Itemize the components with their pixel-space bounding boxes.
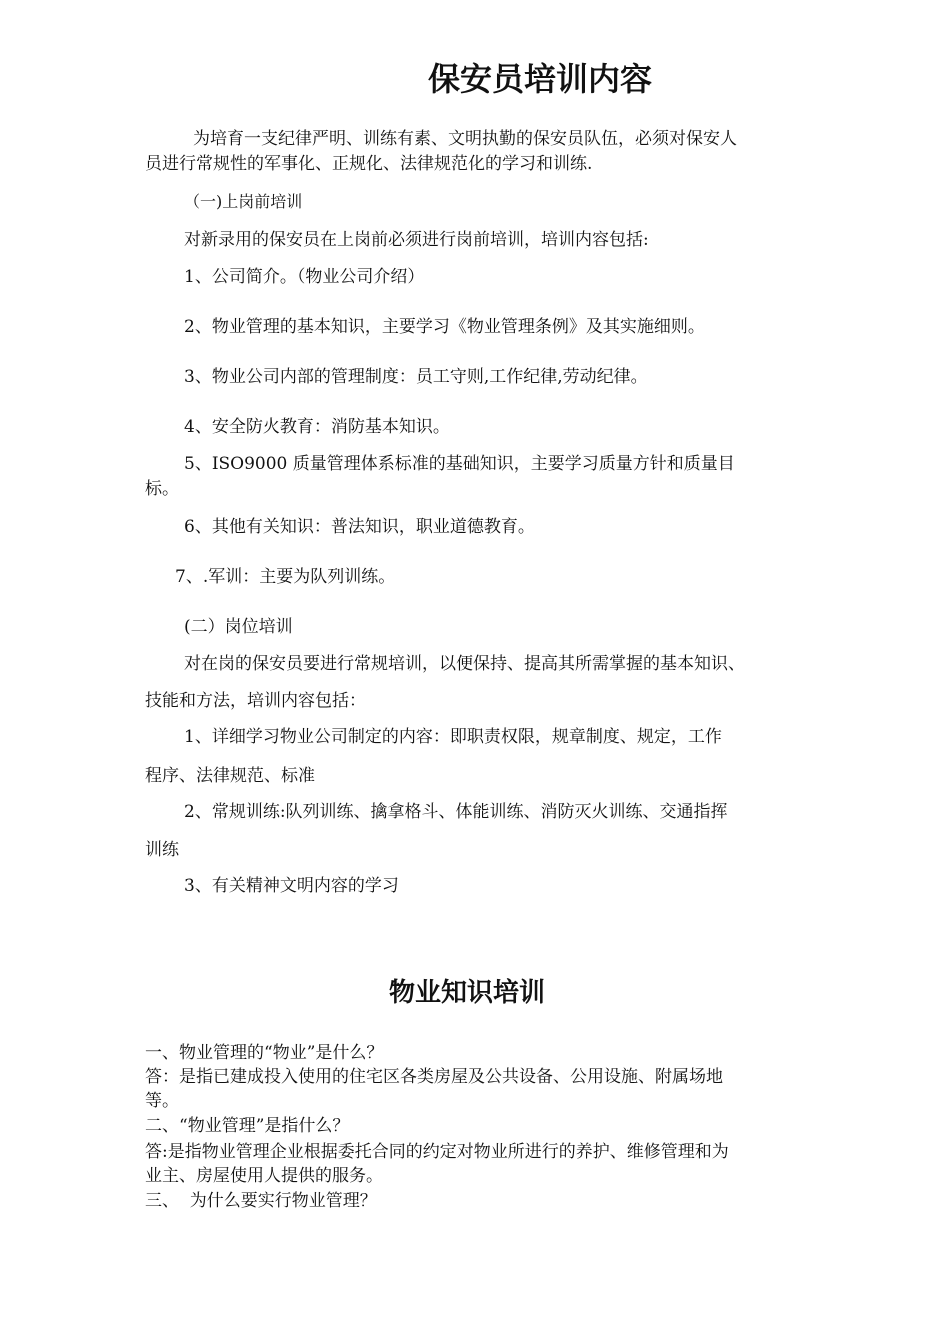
list-item: 2、常规训练:队列训练、擒拿格斗、体能训练、消防灭火训练、交通指挥 (184, 802, 728, 822)
list-item: 1、详细学习物业公司制定的内容：即职责权限，规章制度、规定，工作 (184, 727, 722, 747)
intro-paragraph-line-1: 为培育一支纪律严明、训练有素、文明执勤的保安员队伍，必须对保安人 (193, 129, 737, 149)
section-1-intro: 对新录用的保安员在上岗前必须进行岗前培训，培训内容包括: (184, 230, 649, 250)
list-item: 4、安全防火教育：消防基本知识。 (184, 417, 450, 437)
list-item-continuation: 训练 (145, 840, 179, 860)
list-item: 6、其他有关知识：普法知识，职业道德教育。 (184, 517, 535, 537)
qa-line: 等。 (145, 1091, 179, 1111)
qa-line: 业主、房屋使用人提供的服务。 (145, 1166, 383, 1186)
qa-line: 三、 为什么要实行物业管理？ (145, 1191, 377, 1211)
list-item: 7、.军训：主要为队列训练。 (175, 567, 396, 587)
list-item: 3、物业公司内部的管理制度：员工守则,工作纪律,劳动纪律。 (184, 367, 648, 387)
qa-line: 答：是指已建成投入使用的住宅区各类房屋及公共设备、公用设施、附属场地 (145, 1067, 723, 1087)
section-2-intro-line-1: 对在岗的保安员要进行常规培训，以便保持、提高其所需掌握的基本知识、 (184, 654, 745, 674)
list-item: 1、公司简介。（物业公司介绍） (184, 267, 425, 287)
list-item-continuation: 程序、法律规范、标准 (145, 766, 315, 786)
section-2-intro-line-2: 技能和方法，培训内容包括： (145, 691, 366, 711)
qa-line: 二、“物业管理”是指什么？ (145, 1116, 350, 1136)
document-2-title: 物业知识培训 (389, 978, 546, 1008)
qa-line: 一、物业管理的“物业”是什么？ (145, 1043, 384, 1063)
list-item-continuation: 标。 (145, 479, 179, 499)
list-item: 2、物业管理的基本知识，主要学习《物业管理条例》及其实施细则。 (184, 317, 705, 337)
list-item: 5、ISO9000 质量管理体系标准的基础知识，主要学习质量方针和质量目 (184, 454, 735, 474)
list-item: 3、有关精神文明内容的学习 (184, 876, 399, 896)
section-1-heading: （一)上岗前培训 (184, 192, 303, 211)
document-title: 保安员培训内容 (428, 60, 653, 98)
section-2-heading: (二）岗位培训 (184, 617, 293, 637)
intro-paragraph-line-2: 员进行常规性的军事化、正规化、法律规范化的学习和训练. (145, 154, 593, 174)
qa-line: 答:是指物业管理企业根据委托合同的约定对物业所进行的养护、维修管理和为 (145, 1142, 729, 1162)
